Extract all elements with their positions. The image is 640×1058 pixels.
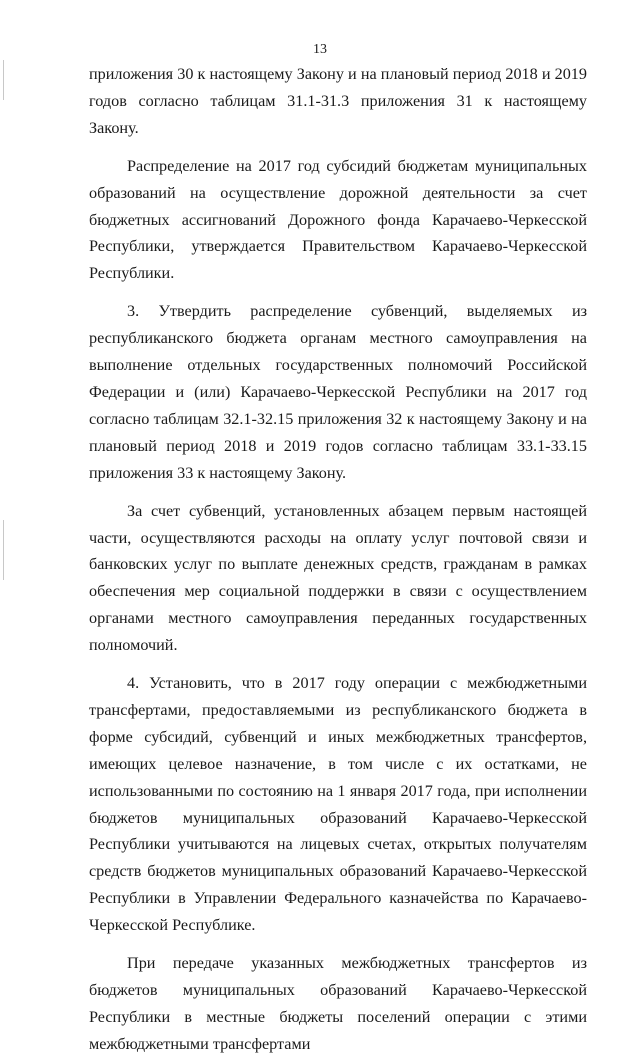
paragraph-road-subsidies: Распределение на 2017 год субсидий бюджетам муниципальных образований на осуществление дорожной деятельности за счет бюджетных ассигнований Дорожного фонда Карачаево-Черкесской Республики, утверждается Правительством Карачаево-Черкесской Республики. xyxy=(89,156,587,283)
scan-edge-mark xyxy=(3,520,4,580)
scan-edge-mark xyxy=(3,60,4,100)
document-body xyxy=(89,61,587,1058)
paragraph-section-4: 4. Установить, что в 2017 году операции с межбюджетными трансфертами, предоставляемыми из республиканского бюджета в форме субсидий, субвенций и иных межбюджетных трансфертов, имеющих целевое назначение, в том числе с их остатками, не использованными по состоянию на 1 января 2017 года, при исполнении бюджетов муниципальных образований Карачаево-Черкесской Республики учитываются на лицевых счетах, открытых получателям средств бюджетов муниципальных образований Карачаево-Черкесской Республики в Управлении Федерального казначейства по Карачаево-Черкесской Республике. xyxy=(89,674,587,935)
page-number: 13 xyxy=(313,42,327,57)
paragraph-transfer-operations: При передаче указанных межбюджетных трансфертов из бюджетов муниципальных образований Карачаево-Черкесской Республики в местные бюджеты поселений операции с этими межбюджетными трансфертами xyxy=(89,954,587,1053)
paragraph-subvention-expenses: За счет субвенций, установленных абзацем первым настоящей части, осуществляются расходы на оплату услуг почтовой связи и банковских услуг по выплате денежных средств, гражданам в рамках обеспечения мер социальной поддержки в связи с осуществлением органами местного самоуправления переданных государственных полномочий. xyxy=(89,501,587,655)
paragraph-continuation: приложения 30 к настоящему Закону и на плановый период 2018 и 2019 годов согласно таблицам 31.1-31.3 приложения 31 к настоящему Закону. xyxy=(89,65,587,137)
paragraph-section-3: 3. Утвердить распределение субвенций, выделяемых из республиканского бюджета органам местного самоуправления на выполнение отдельных государственных полномочий Российской Федерации и (или) Карачаево-Черкесской Республики на 2017 год согласно таблицам 32.1-32.15 приложения 32 к настоящему Закону и на плановый период 2018 и 2019 годов согласно таблицам 33.1-33.15 приложения 33 к настоящему Закону. xyxy=(89,302,587,482)
